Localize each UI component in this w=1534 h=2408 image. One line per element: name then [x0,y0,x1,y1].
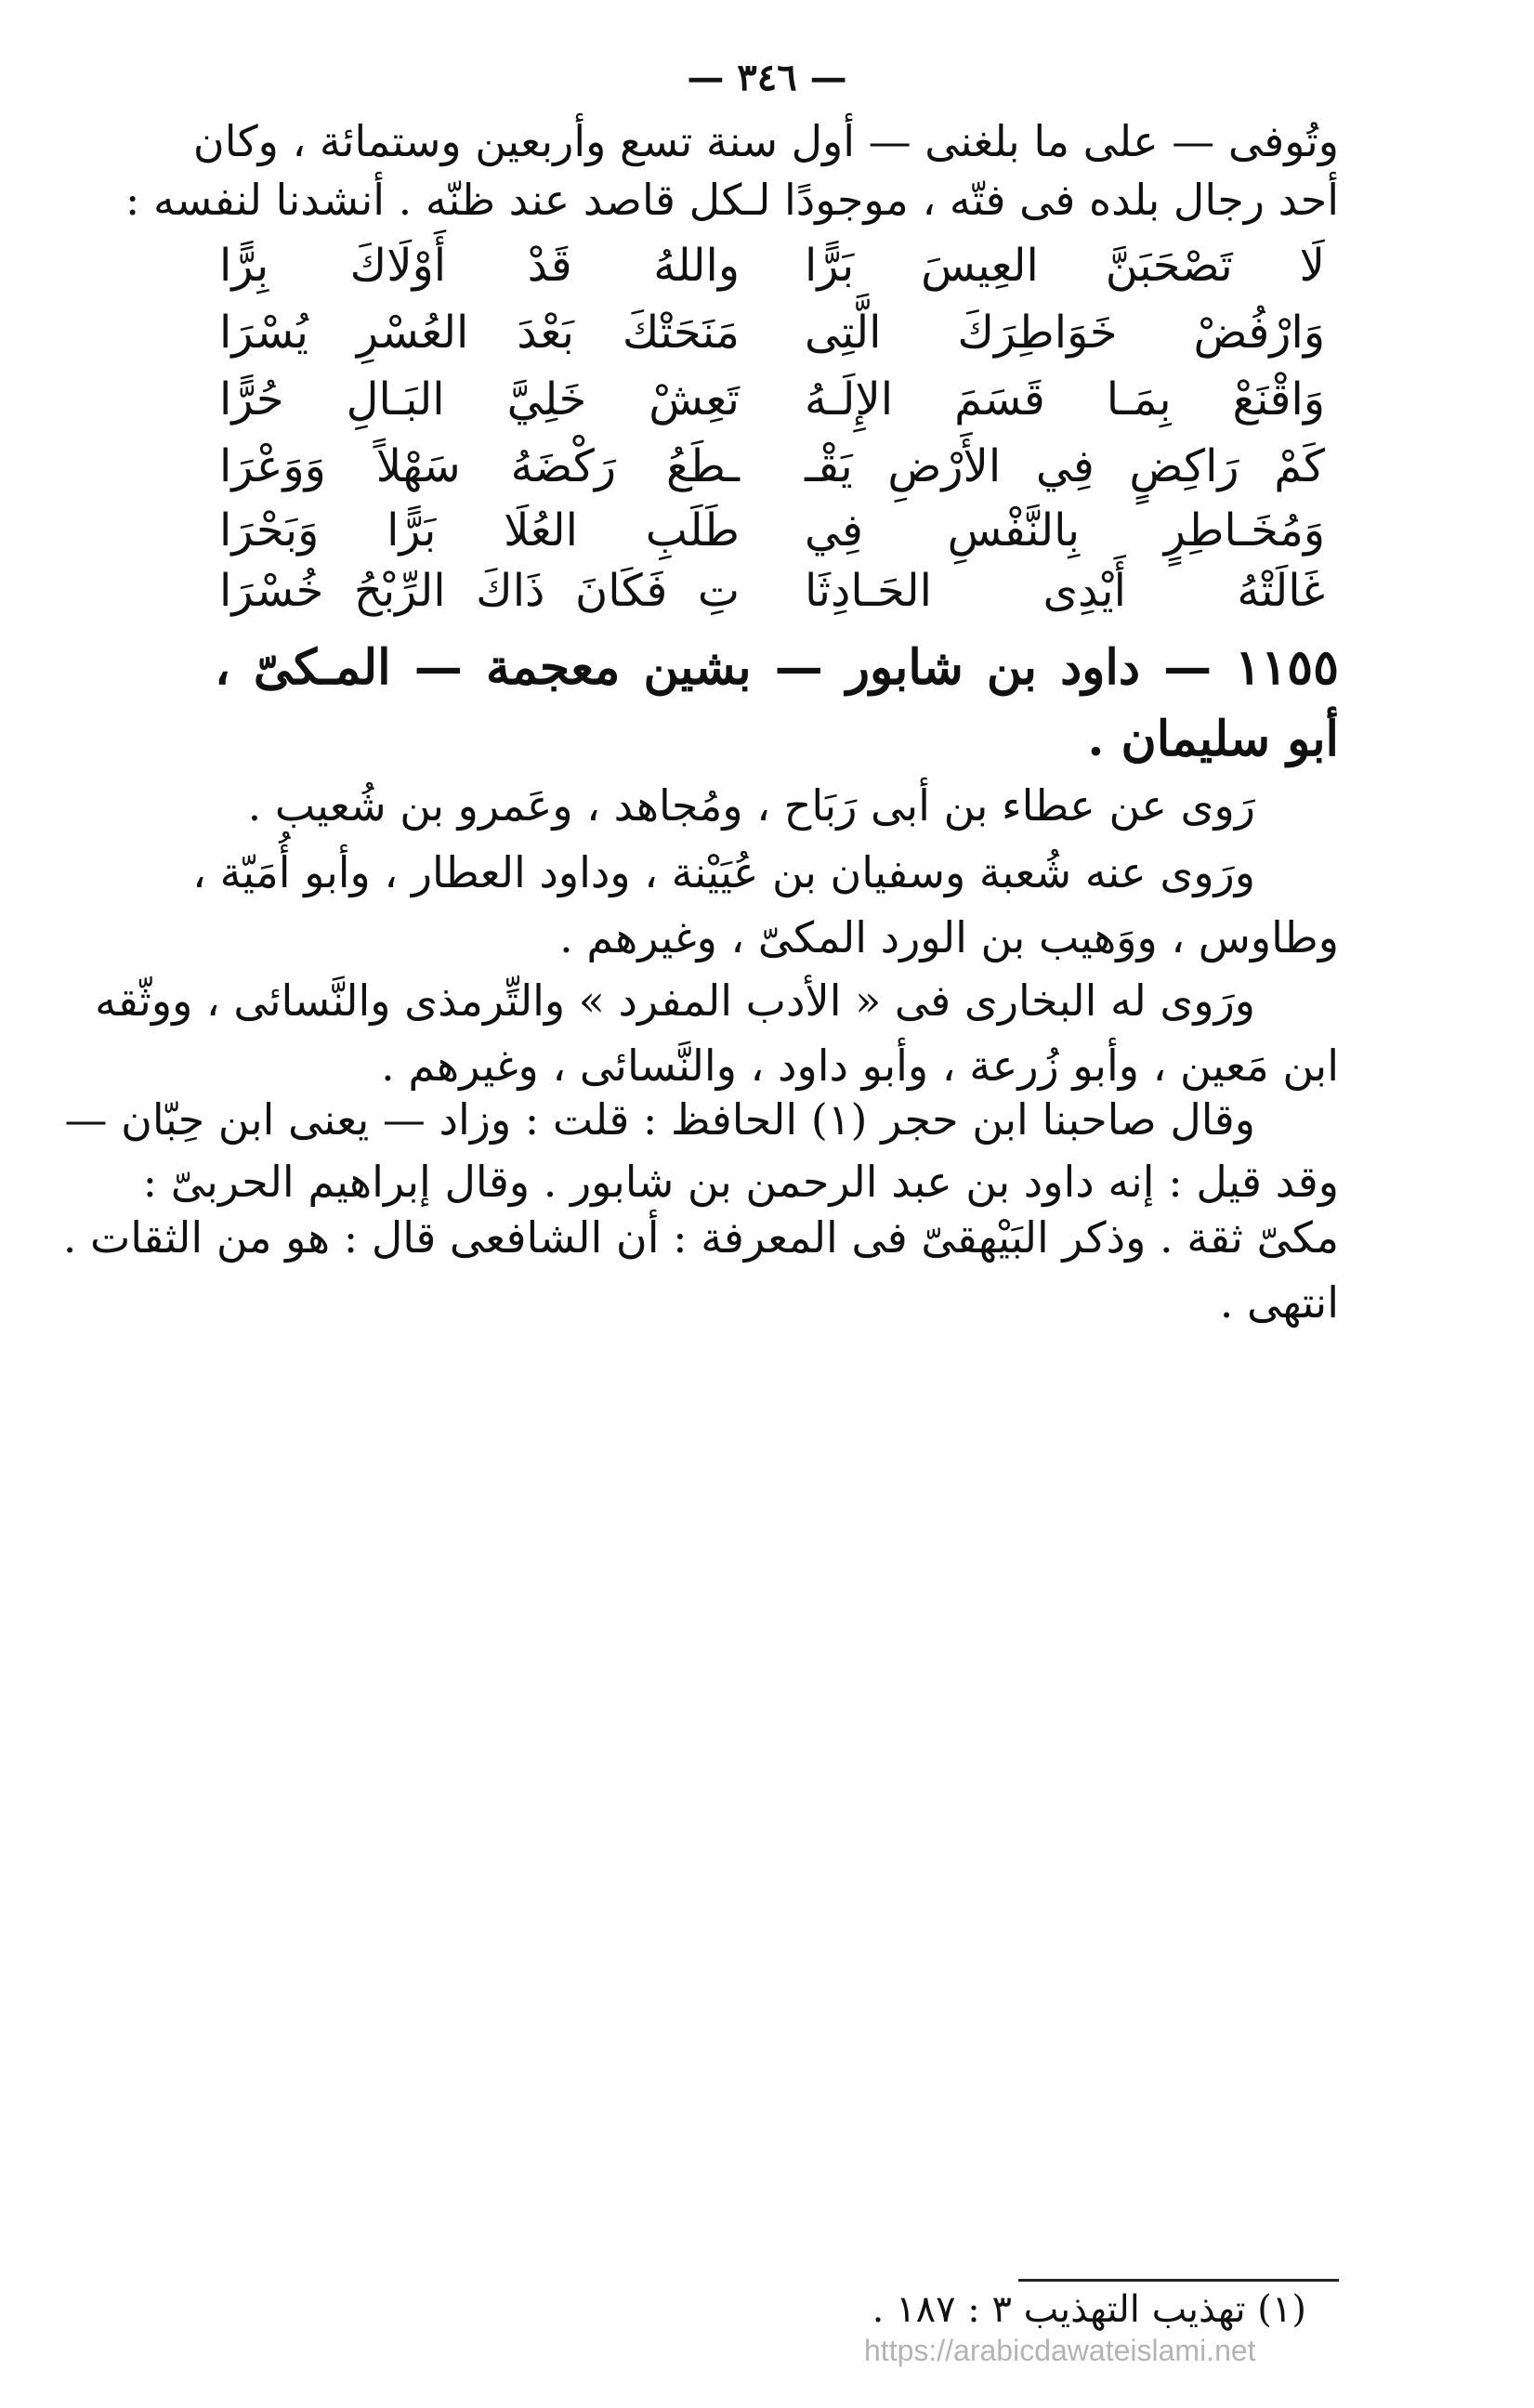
verse-6-first-hemistich: غَالَتْهُ أَيْدِى الحَـادِثَا [805,565,1325,617]
verse-3-first-hemistich: وَاقْنَعْ بِمَـا قَسَمَ الإِلَـهُ [805,373,1325,425]
paragraph-transmitters-line-2: ابن مَعين ، وأبو زُرعة ، وأبو داود ، والنَّسائى ، وغيرهم . [381,1040,1339,1091]
page-number: — ٣٤٦ — [687,56,847,99]
verse-5-second-hemistich: طَلَبِ العُلَا بَرًّا وَبَحْرَا [219,504,740,556]
poem-verse-4 [219,440,1325,494]
text-line-1: وتُوفى — على ما بلغنى — أول سنة تسع وأربعين وستمائة ، وكان [192,116,1339,166]
poem-verse-3 [219,373,1325,427]
paragraph-ibn-hajar-line-4: انتهى . [1219,1277,1339,1328]
footnote-separator [1018,2279,1339,2282]
poem-verse-1 [219,240,1325,294]
paragraph-narrated-from: رَوى عن عطاء بن أبى رَبَاح ، ومُجاهد ، وعَمرو بن شُعيب . [247,780,1255,831]
poem-verse-6 [219,565,1325,619]
verse-1-second-hemistich: واللهُ قَدْ أَوْلَاكَ بِرًّا [219,240,740,292]
paragraph-ibn-hajar-line-3: مكىّ ثقة . وذكر البَيْهقىّ فى المعرفة : أن الشافعى قال : هو من الثقات . [62,1212,1339,1263]
entry-heading-continued: أبو سليمان . [1087,711,1339,767]
verse-3-second-hemistich: تَعِشْ خَلِيَّ البَـالِ حُرًّا [219,373,740,425]
verse-5-first-hemistich: وَمُخَـاطِرٍ بِالنَّفْسِ فِي [805,504,1325,556]
verse-2-first-hemistich: وَارْفُضْ خَوَاطِرَكَ الَّتِى [805,307,1325,359]
verse-4-second-hemistich: ـطَعُ رَكْضَهُ سَهْلاً وَوَعْرَا [219,440,740,492]
verse-2-second-hemistich: مَنَحَتْكَ بَعْدَ العُسْرِ يُسْرَا [219,307,740,359]
paragraph-ibn-hajar-line-2: وقد قيل : إنه داود بن عبد الرحمن بن شابور . وقال إبراهيم الحربىّ : [142,1157,1339,1207]
text-line-2: أحد رجال بلده فى فتّه ، موجودًا لـكل قاصد عند ظنّه . أنشدنا لنفسه : [125,175,1339,225]
verse-1-first-hemistich: لَا تَصْحَبَنَّ العِيسَ بَرًّا [805,240,1325,292]
entry-heading: ١١٥٥ — داود بن شابور — بشين معجمة — المـكىّ ، [215,639,1339,696]
paragraph-ibn-hajar-line-1: وقال صاحبنا ابن حجر (١) الحافظ : قلت : وزاد — يعنى ابن حِبّان — [64,1094,1255,1145]
paragraph-narrated-by-line-1: ورَوى عنه شُعبة وسفيان بن عُيَيْنة ، وداود العطار ، وأبو أُمَيّة ، [192,847,1255,897]
poem-verse-5 [219,504,1325,558]
verse-6-second-hemistich: تِ فَكَانَ ذَاكَ الرِّبْحُ خُسْرَا [219,565,740,617]
verse-4-first-hemistich: كَمْ رَاكِضٍ فِي الأَرْضِ يَقْـ [805,440,1325,492]
paragraph-transmitters-line-1: ورَوى له البخارى فى « الأدب المفرد » والتِّرمذى والنَّسائى ، ووثّقه [95,975,1255,1026]
footnote: (١) تهذيب التهذيب ٣ : ١٨٧ . [872,2288,1306,2331]
poem-verse-2 [219,307,1325,360]
watermark-url: https://arabicdawateislami.net [864,2334,1256,2367]
paragraph-narrated-by-line-2: وطاوس ، ووَهيب بن الورد المكىّ ، وغيرهم . [559,912,1339,962]
